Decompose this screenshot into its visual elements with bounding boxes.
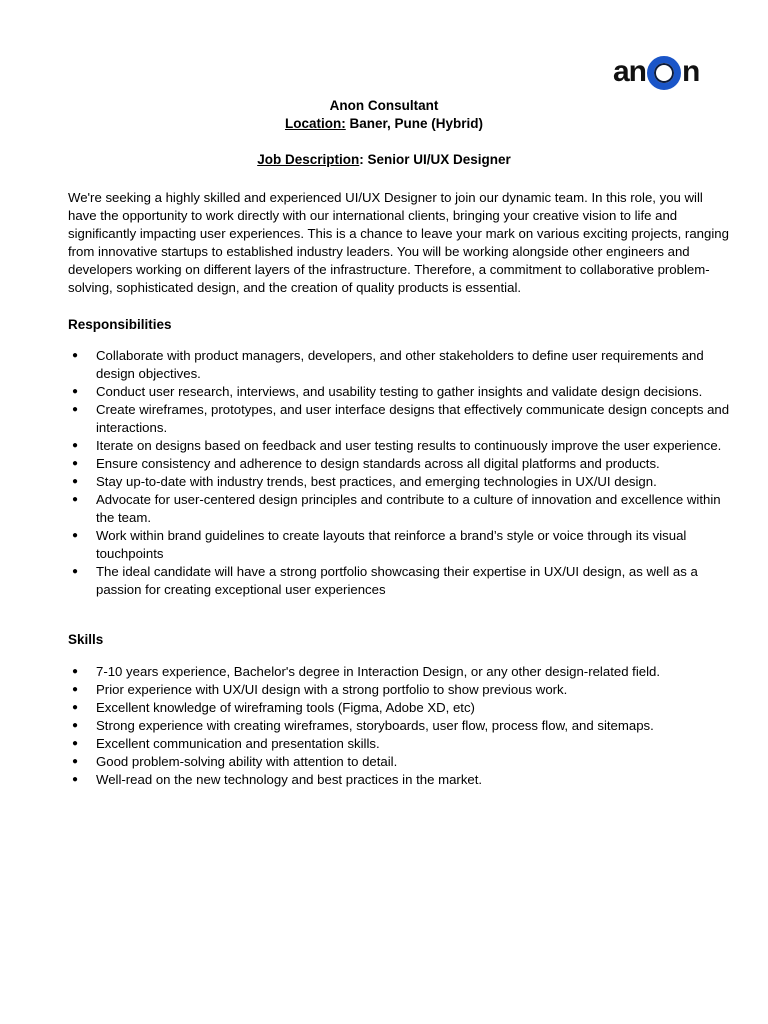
skills-list <box>68 663 733 789</box>
list-item: ● 7-10 years experience, Bachelor's degree in Interaction Design, or any other design-related field. <box>68 663 733 681</box>
list-item: ● Create wireframes, prototypes, and user interface designs that effectively communicate design concepts and interactions. <box>68 401 733 437</box>
location-label: Location: <box>284 116 346 131</box>
job-title-line <box>0 151 768 169</box>
company-name: Anon Consultant <box>329 98 439 113</box>
list-item: ● The ideal candidate will have a strong portfolio showcasing their expertise in UX/UI design, as well as a passion for creating exceptional user experiences <box>68 563 733 599</box>
document-header <box>0 97 768 133</box>
list-item: ● Ensure consistency and adherence to design standards across all digital platforms and products. <box>68 455 733 473</box>
list-item: ● Strong experience with creating wireframes, storyboards, user flow, process flow, and sitemaps. <box>68 717 733 735</box>
list-item: ● Iterate on designs based on feedback and user testing results to continuously improve the user experience. <box>68 437 733 455</box>
list-item: ● Collaborate with product managers, developers, and other stakeholders to define user requirements and design objectives. <box>68 347 733 383</box>
job-description-label: Job Description <box>257 152 360 167</box>
logo-ring-icon <box>647 56 681 90</box>
list-item: ● Advocate for user-centered design principles and contribute to a culture of innovation and excellence within the team. <box>68 491 733 527</box>
list-item: ● Work within brand guidelines to create layouts that reinforce a brand’s style or voice through its visual touchpoints <box>68 527 733 563</box>
responsibilities-heading: Responsibilities <box>68 317 172 332</box>
list-item: ● Excellent communication and presentation skills. <box>68 735 733 753</box>
list-item: ● Stay up-to-date with industry trends, best practices, and emerging technologies in UX/UI design. <box>68 473 733 491</box>
logo-text-prefix: an <box>613 55 647 88</box>
list-item: ● Excellent knowledge of wireframing tools (Figma, Adobe XD, etc) <box>68 699 733 717</box>
skills-heading: Skills <box>68 632 104 647</box>
list-item: ● Well-read on the new technology and best practices in the market. <box>68 771 733 789</box>
logo-text-suffix: n <box>682 55 700 88</box>
location-value: Baner, Pune (Hybrid) <box>345 116 484 131</box>
intro-paragraph: We're seeking a highly skilled and experienced UI/UX Designer to join our dynamic team. In this role, you will have the opportunity to work directly with our international clients, bringing your creative vision to life and significantly impacting user experiences. This is a chance to leave your mark on various exciting projects, ranging from innovative startups to established industry leaders. You will be working alongside other engineers and developers working on different layers of the infrastructure. Therefore, a commitment to collaborative problem-solving, sophisticated design, and the creation of quality products is essential. <box>68 190 729 295</box>
list-item: ● Conduct user research, interviews, and usability testing to gather insights and validate design decisions. <box>68 383 733 401</box>
location-line <box>0 115 768 133</box>
job-title-value: : Senior UI/UX Designer <box>359 152 511 167</box>
list-item: ● Good problem-solving ability with attention to detail. <box>68 753 733 771</box>
responsibilities-list <box>68 347 733 599</box>
list-item: ● Prior experience with UX/UI design with a strong portfolio to show previous work. <box>68 681 733 699</box>
company-logo <box>613 50 717 94</box>
